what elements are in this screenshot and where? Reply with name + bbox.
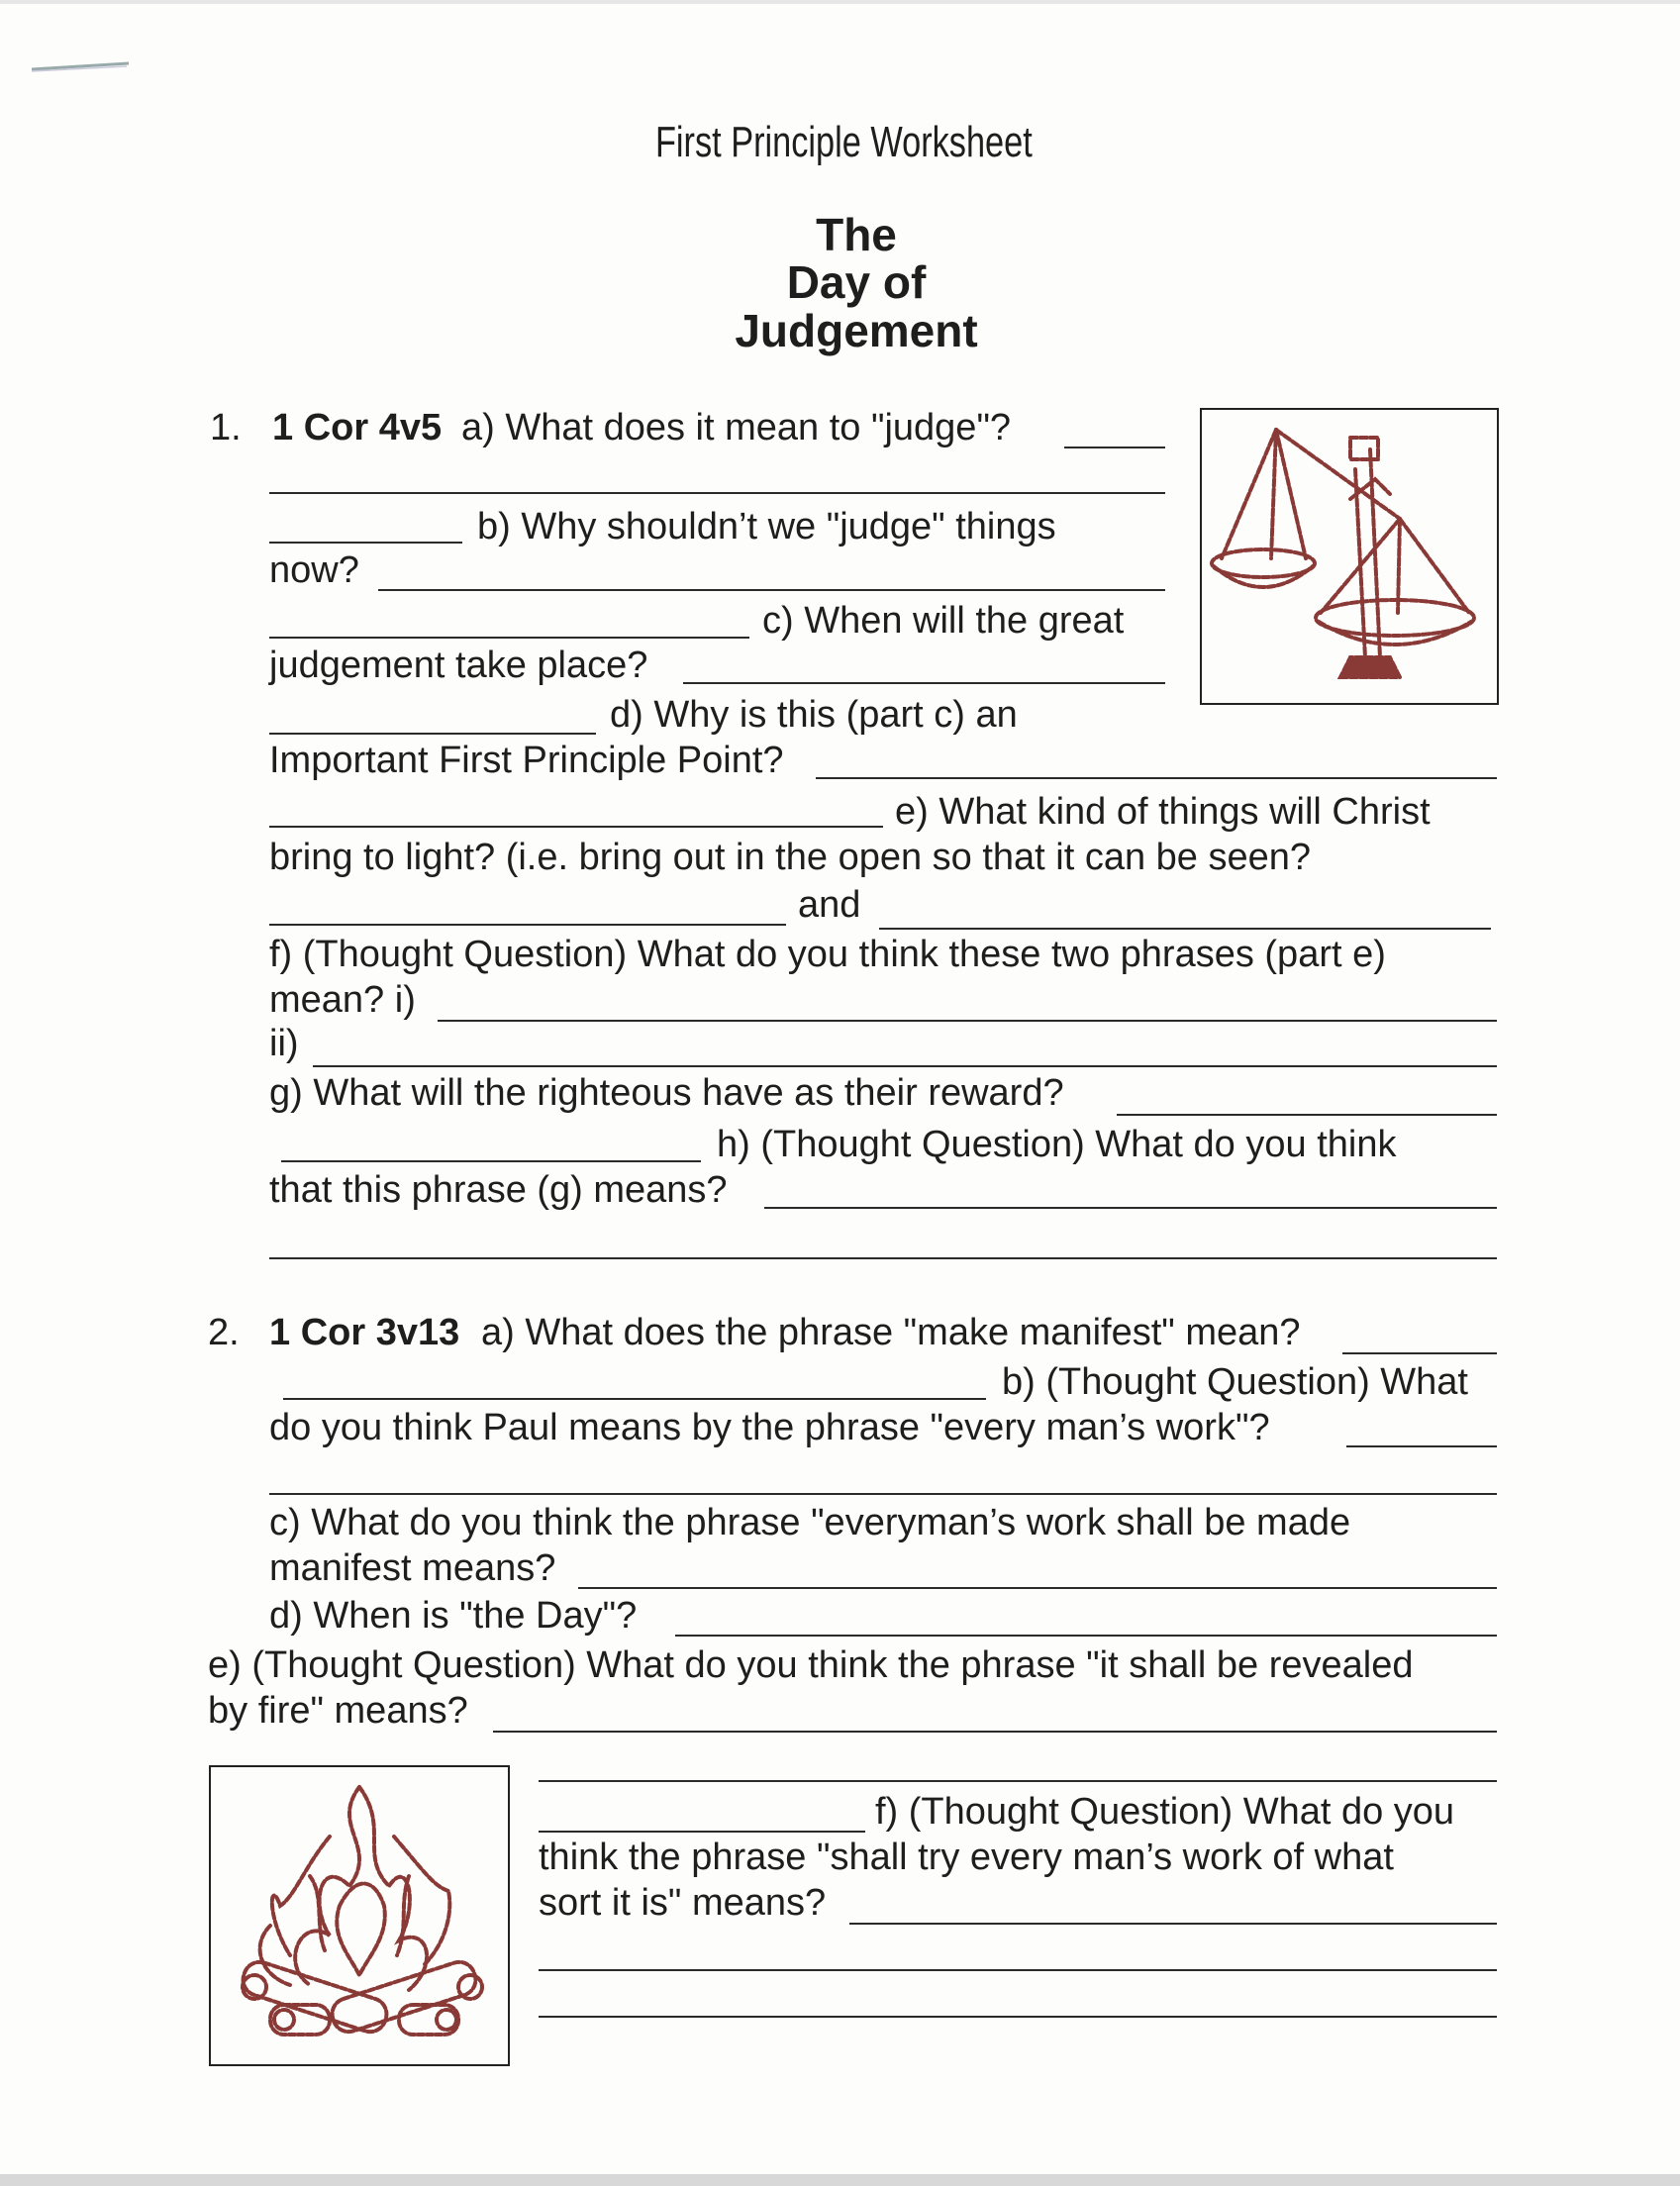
q2-c-text-2: manifest means? bbox=[269, 1547, 556, 1589]
scan-edge-top bbox=[0, 0, 1680, 4]
q2-f-text-3: sort it is" means? bbox=[539, 1882, 827, 1924]
q2-f-answer-line-2[interactable] bbox=[849, 1923, 1497, 1925]
q1-h-text-1: h) (Thought Question) What do you think bbox=[717, 1124, 1397, 1165]
q2-reference: 1 Cor 3v13 bbox=[269, 1312, 460, 1353]
staple-mark bbox=[30, 59, 133, 69]
q1-d-text-2: Important First Principle Point? bbox=[269, 740, 784, 781]
q1-d-answer-line-1[interactable] bbox=[269, 733, 596, 735]
q1-h-answer-line-1[interactable] bbox=[764, 1207, 1497, 1209]
q1-b-text-1: b) Why shouldn’t we "judge" things bbox=[477, 506, 1056, 547]
q2-f-answer-line-1[interactable] bbox=[539, 1831, 865, 1833]
q1-h-answer-line-2[interactable] bbox=[269, 1257, 1497, 1259]
q2-b-answer-line-1[interactable] bbox=[1346, 1445, 1497, 1447]
q2-f-answer-line-3[interactable] bbox=[539, 1969, 1497, 1971]
q2-e-answer-line-1[interactable] bbox=[493, 1731, 1497, 1733]
scan-edge-bottom bbox=[0, 2174, 1680, 2186]
q2-b-text-1: b) (Thought Question) What bbox=[1002, 1361, 1468, 1403]
q1-c-text-2: judgement take place? bbox=[269, 645, 648, 686]
q1-a-answer-line-2[interactable] bbox=[269, 492, 1165, 494]
q2-a-answer-line-2[interactable] bbox=[283, 1398, 986, 1400]
q2-f-text-1: f) (Thought Question) What do you bbox=[875, 1791, 1455, 1833]
q1-a-answer-line-1[interactable] bbox=[1064, 447, 1165, 448]
title-line-3: Judgement bbox=[735, 305, 978, 356]
q2-f-text-2: think the phrase "shall try every man’s work of what bbox=[539, 1837, 1394, 1878]
q1-e-and: and bbox=[798, 884, 861, 926]
q1-e-text-1: e) What kind of things will Christ bbox=[895, 791, 1431, 833]
q1-h-text-2: that this phrase (g) means? bbox=[269, 1169, 728, 1211]
campfire-icon bbox=[211, 1767, 508, 2064]
q2-e-text-1: e) (Thought Question) What do you think the phrase "it shall be revealed bbox=[208, 1644, 1414, 1686]
q2-e-text-2: by fire" means? bbox=[208, 1690, 468, 1732]
q1-number: 1. bbox=[210, 407, 242, 448]
q1-c-answer-line-1[interactable] bbox=[269, 637, 749, 639]
q1-b-answer-line-1[interactable] bbox=[269, 542, 462, 544]
q1-g-text: g) What will the righteous have as their reward? bbox=[269, 1072, 1064, 1114]
title-line-2: Day of bbox=[786, 256, 927, 308]
q2-c-answer-line[interactable] bbox=[578, 1587, 1497, 1589]
q1-d-text-1: d) Why is this (part c) an bbox=[610, 694, 1018, 736]
q2-c-text-1: c) What do you think the phrase "everyman’s work shall be made bbox=[269, 1502, 1351, 1543]
q2-a-answer-line-1[interactable] bbox=[1342, 1352, 1497, 1354]
scales-image-frame bbox=[1200, 408, 1499, 705]
q2-b-answer-line-2[interactable] bbox=[269, 1493, 1497, 1495]
q1-g-answer-line-1[interactable] bbox=[1117, 1114, 1497, 1116]
title-line-1: The bbox=[816, 209, 897, 260]
q1-b-text-2: now? bbox=[269, 549, 359, 591]
q1-g-answer-line-2[interactable] bbox=[281, 1160, 701, 1162]
q1-e-text-2: bring to light? (i.e. bring out in the open so that it can be seen? bbox=[269, 837, 1312, 878]
q1-e-answer-line-3[interactable] bbox=[879, 928, 1491, 930]
q1-f-answer-line-ii[interactable] bbox=[313, 1065, 1497, 1067]
q1-d-answer-line-2[interactable] bbox=[816, 777, 1497, 779]
balance-scales-icon bbox=[1202, 410, 1497, 703]
q1-f-text-1: f) (Thought Question) What do you think these two phrases (part e) bbox=[269, 934, 1386, 975]
q1-f-answer-line-i[interactable] bbox=[438, 1020, 1497, 1022]
q1-e-answer-line-2[interactable] bbox=[269, 924, 786, 926]
q1-c-answer-line-2[interactable] bbox=[683, 682, 1165, 684]
q2-f-answer-line-4[interactable] bbox=[539, 2016, 1497, 2018]
q1-f-text-2: mean? i) bbox=[269, 979, 416, 1021]
q2-d-answer-line[interactable] bbox=[675, 1635, 1497, 1637]
q1-e-answer-line-1[interactable] bbox=[269, 826, 883, 828]
q2-b-text-2: do you think Paul means by the phrase "every man’s work"? bbox=[269, 1407, 1270, 1448]
fire-image-frame bbox=[209, 1765, 510, 2066]
q1-b-answer-line-2[interactable] bbox=[378, 589, 1165, 591]
q1-reference: 1 Cor 4v5 bbox=[272, 407, 443, 448]
q2-number: 2. bbox=[208, 1312, 240, 1353]
q2-d-text: d) When is "the Day"? bbox=[269, 1595, 638, 1637]
worksheet-subtitle: First Principle Worksheet bbox=[654, 118, 1033, 166]
q1-c-text-1: c) When will the great bbox=[762, 600, 1125, 642]
q2-a-text: a) What does the phrase "make manifest" mean? bbox=[481, 1312, 1301, 1353]
q1-a-text: a) What does it mean to "judge"? bbox=[461, 407, 1012, 448]
q1-f-text-3: ii) bbox=[269, 1023, 299, 1064]
q2-e-answer-line-2[interactable] bbox=[539, 1780, 1497, 1782]
